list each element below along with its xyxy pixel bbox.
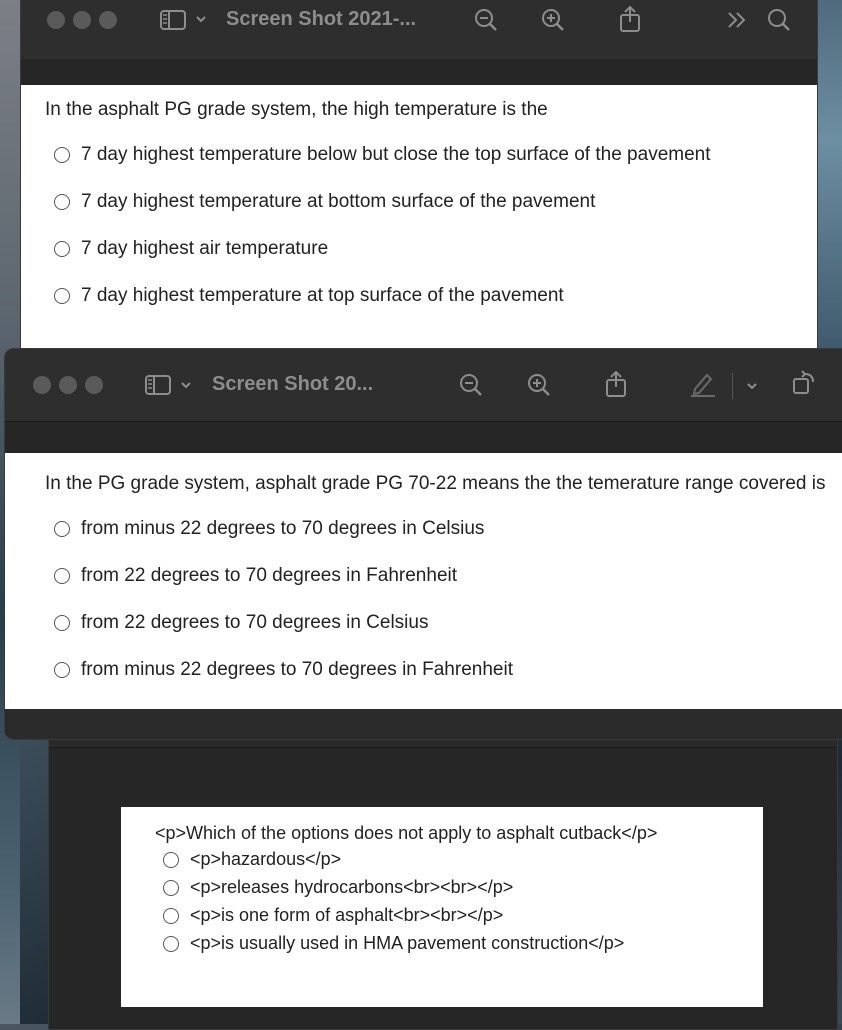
minimize-button[interactable] (59, 376, 77, 394)
option-3-2[interactable] (163, 877, 513, 898)
toolbar-separator (732, 373, 733, 399)
option-label: from 22 degrees to 70 degrees in Celsius (81, 612, 429, 633)
window-3-document (121, 807, 763, 1007)
option-label: <p>hazardous</p> (190, 849, 342, 869)
option-2-3[interactable] (54, 612, 428, 634)
chevron-down-icon[interactable] (746, 380, 758, 392)
chevron-down-icon[interactable] (195, 13, 207, 25)
radio-button[interactable] (54, 194, 70, 210)
window-1-titlebar (21, 0, 817, 60)
option-2-4[interactable] (54, 659, 513, 681)
radio-button[interactable] (163, 908, 179, 924)
option-3-4[interactable] (163, 933, 624, 954)
option-label: from 22 degrees to 70 degrees in Fahrenheit (81, 565, 458, 586)
question-1-text: In the asphalt PG grade system, the high temperature is the (45, 99, 548, 120)
option-label: 7 day highest temperature at bottom surface of the pavement (81, 191, 596, 212)
window-2-title: Screen Shot 20... (212, 373, 374, 395)
option-1-2[interactable] (54, 191, 595, 213)
window-1-document (21, 85, 817, 349)
zoom-out-icon[interactable] (459, 373, 483, 397)
option-2-2[interactable] (54, 565, 457, 587)
option-label: from minus 22 degrees to 70 degrees in Celsius (81, 518, 485, 539)
option-label: <p>releases hydrocarbons<br><br></p> (190, 877, 514, 897)
preview-window-3 (48, 710, 838, 1030)
close-button[interactable] (47, 11, 65, 29)
window-1-title: Screen Shot 2021-... (226, 8, 417, 30)
option-3-3[interactable] (163, 905, 503, 926)
question-2-text: In the PG grade system, asphalt grade PG 70-22 means the the temerature range covered is (45, 473, 826, 494)
sidebar-toggle-icon[interactable] (145, 375, 171, 395)
option-label: from minus 22 degrees to 70 degrees in Fahrenheit (81, 659, 513, 680)
window-2-toolbar-strip (5, 421, 842, 454)
chevron-down-icon[interactable] (180, 379, 192, 391)
markup-pen-icon[interactable] (689, 371, 717, 397)
window-2-titlebar (5, 349, 842, 422)
minimize-button[interactable] (73, 11, 91, 29)
more-chevrons-icon[interactable] (727, 11, 747, 29)
option-3-1[interactable] (163, 849, 341, 870)
radio-button[interactable] (163, 852, 179, 868)
preview-window-1 (20, 0, 818, 350)
radio-button[interactable] (54, 288, 70, 304)
option-1-3[interactable] (54, 238, 328, 260)
radio-button[interactable] (163, 936, 179, 952)
window-2-bottom-strip (5, 709, 842, 739)
window-1-toolbar-strip (21, 59, 817, 85)
option-label: 7 day highest temperature at top surface of the pavement (81, 285, 564, 306)
zoom-in-icon[interactable] (541, 8, 565, 32)
option-1-4[interactable] (54, 285, 564, 307)
option-label: <p>is one form of asphalt<br><br></p> (190, 905, 504, 925)
window-1-traffic-lights[interactable] (47, 11, 117, 29)
window-2-traffic-lights[interactable] (33, 376, 103, 394)
rotate-icon[interactable] (791, 370, 817, 396)
share-icon[interactable] (619, 5, 641, 33)
radio-button[interactable] (163, 880, 179, 896)
option-2-1[interactable] (54, 518, 484, 540)
close-button[interactable] (33, 376, 51, 394)
zoom-button[interactable] (99, 11, 117, 29)
radio-button[interactable] (54, 615, 70, 631)
preview-window-2 (4, 348, 842, 740)
zoom-button[interactable] (85, 376, 103, 394)
radio-button[interactable] (54, 662, 70, 678)
sidebar-toggle-icon[interactable] (160, 10, 186, 30)
zoom-in-icon[interactable] (527, 373, 551, 397)
question-3-text: <p>Which of the options does not apply to asphalt cutback</p> (155, 823, 658, 843)
desktop-wallpaper-right (818, 0, 842, 350)
option-label: <p>is usually used in HMA pavement construction</p> (190, 933, 625, 953)
option-label: 7 day highest temperature below but close the top surface of the pavement (81, 144, 711, 165)
option-label: 7 day highest air temperature (81, 238, 329, 259)
window-2-document (5, 453, 842, 709)
zoom-out-icon[interactable] (474, 8, 498, 32)
radio-button[interactable] (54, 568, 70, 584)
search-icon[interactable] (767, 8, 791, 32)
radio-button[interactable] (54, 241, 70, 257)
option-1-1[interactable] (54, 144, 711, 166)
radio-button[interactable] (54, 521, 70, 537)
radio-button[interactable] (54, 147, 70, 163)
share-icon[interactable] (605, 370, 627, 398)
